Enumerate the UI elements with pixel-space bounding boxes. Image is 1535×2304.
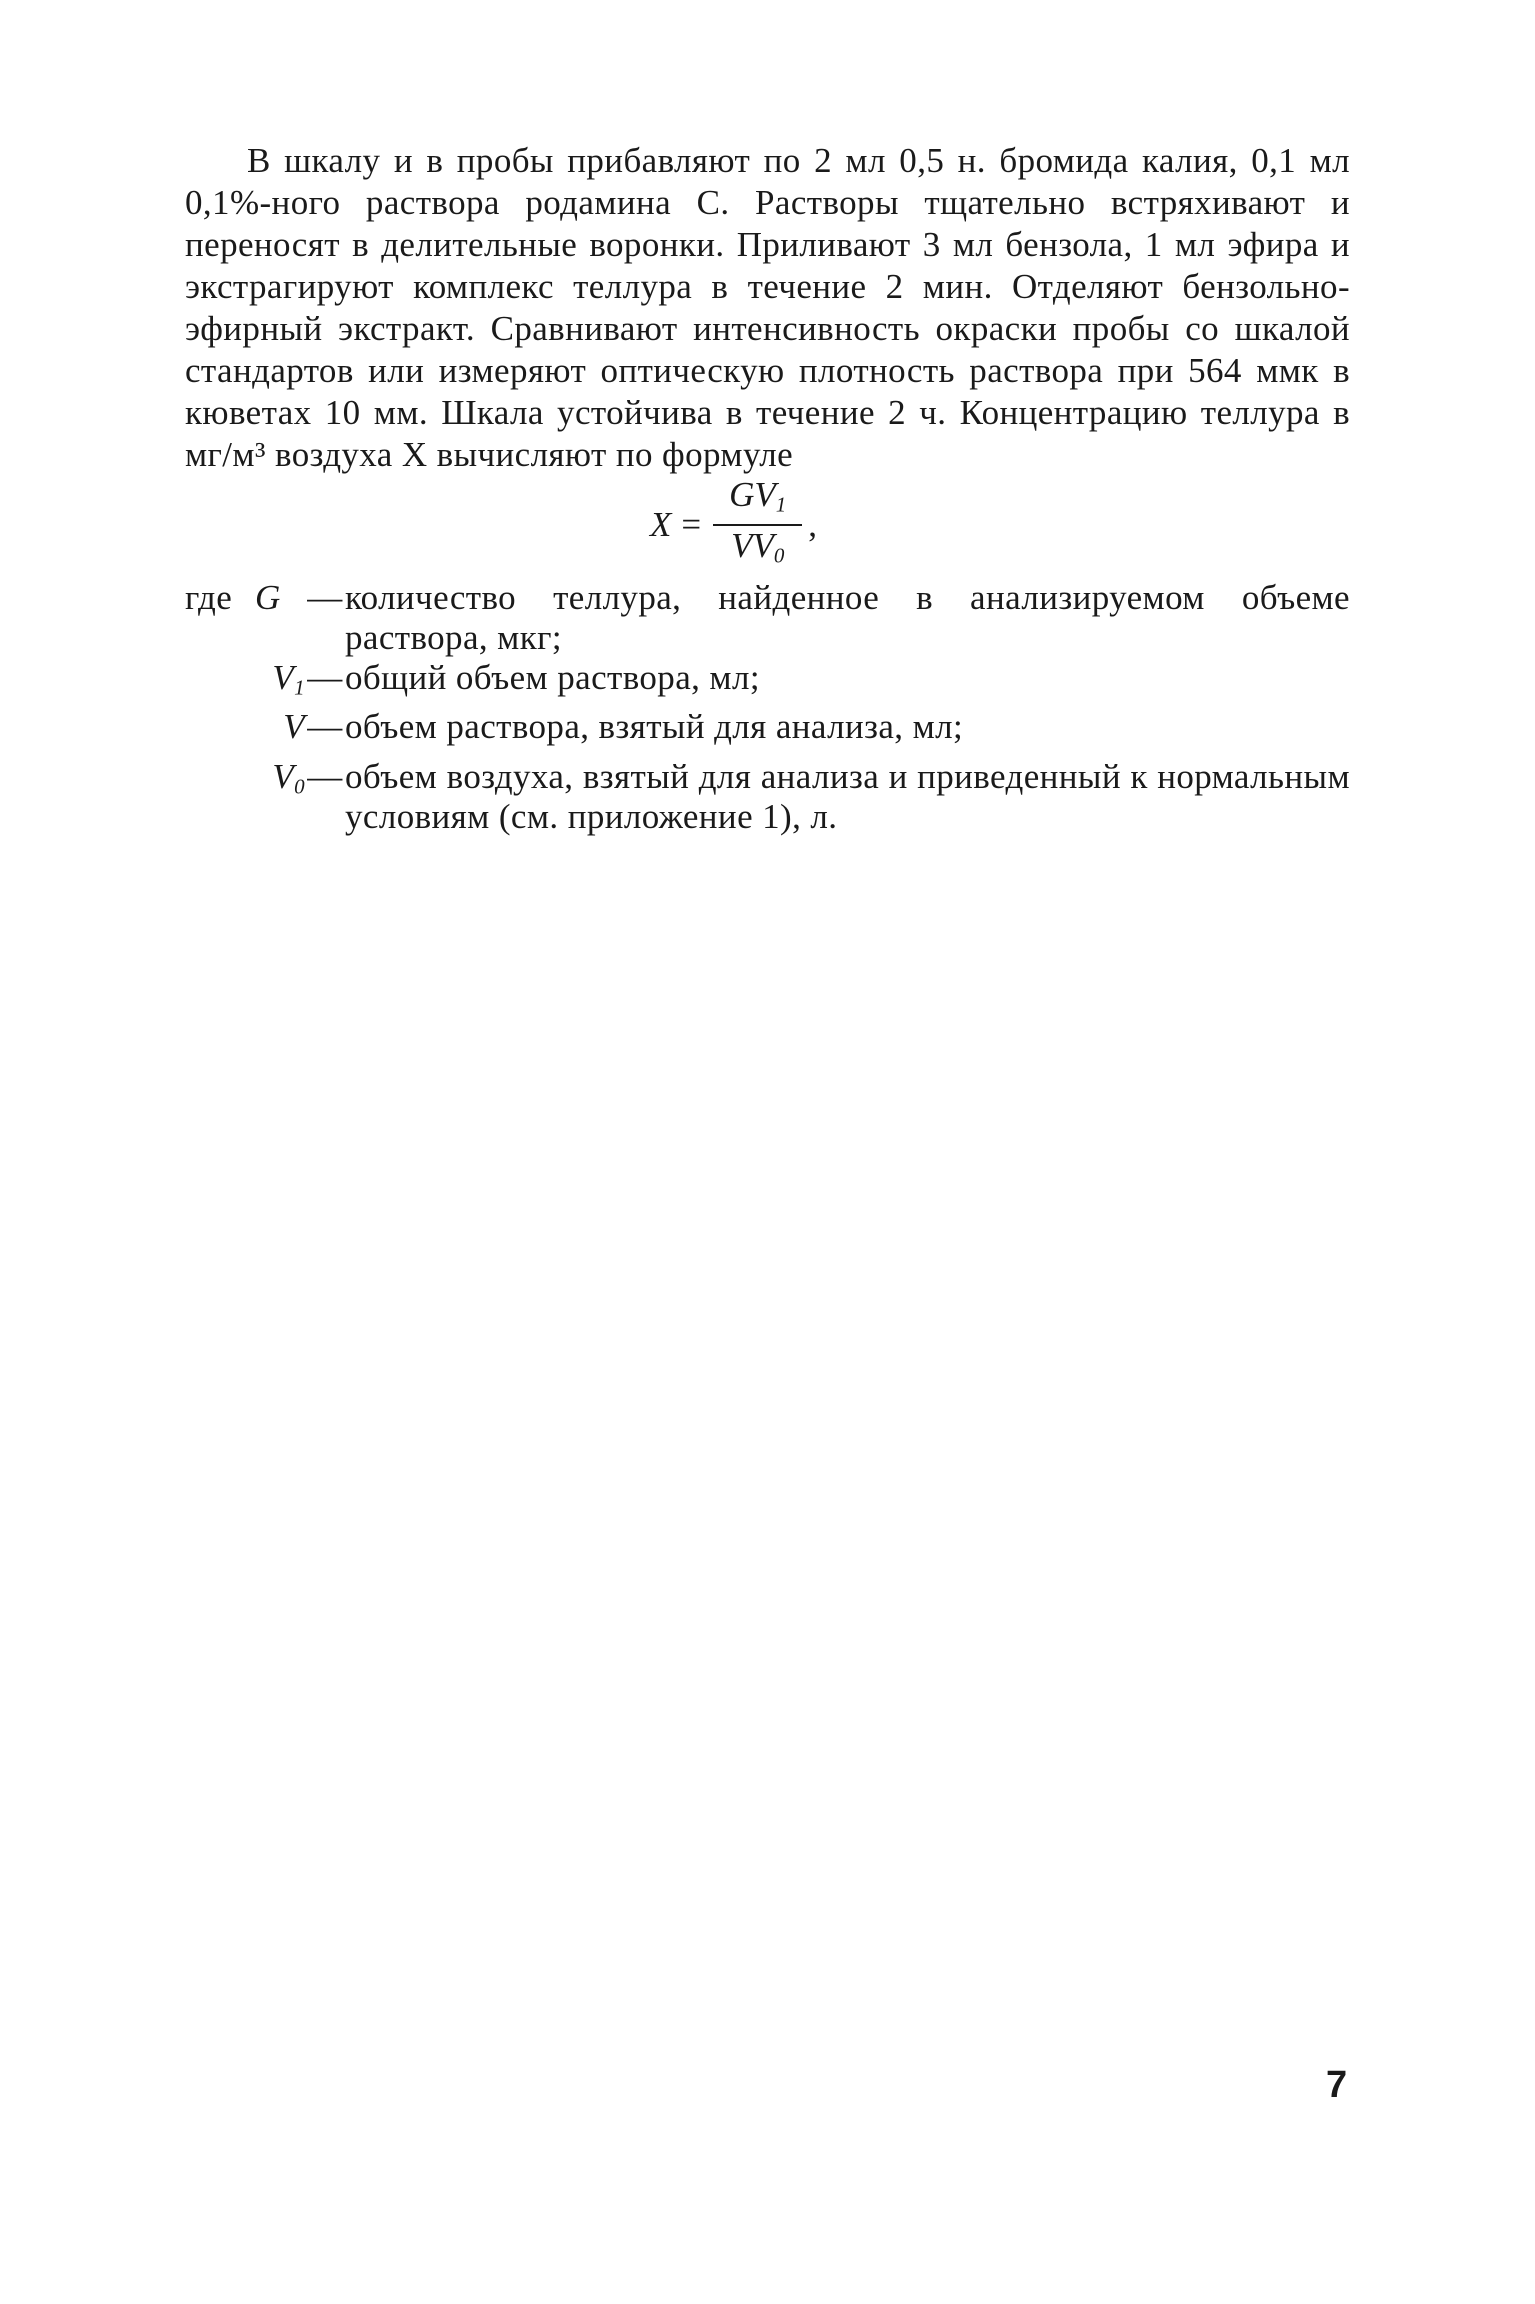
legend-description: общий объем раствора, мл; (345, 658, 760, 697)
concentration-formula (650, 474, 818, 570)
body-text (185, 140, 1350, 476)
variable-legend (185, 578, 1350, 837)
legend-dash: — (307, 756, 343, 796)
legend-symbol-text: V (283, 707, 305, 747)
legend-description: объем раствора, взятый для анализа, мл; (345, 707, 964, 747)
legend-item (185, 658, 1350, 707)
legend-symbol-sub: 1 (294, 675, 305, 700)
legend-description: объем воздуха, взятый для анализа и приведенный к нормальным условиям (см. приложение 1), л. (345, 756, 1350, 836)
legend-symbol (255, 757, 305, 806)
formula-numerator-sub: 1 (775, 492, 787, 516)
legend-symbol-text: G (255, 578, 281, 617)
formula-lhs: X (650, 505, 672, 544)
legend-symbol (255, 707, 305, 756)
formula-equals: = (681, 505, 702, 544)
legend-item (185, 578, 1350, 658)
legend-item (185, 757, 1350, 837)
formula-numerator (713, 475, 802, 524)
formula-numerator-text: GV (729, 474, 776, 514)
legend-symbol-sub: 0 (294, 773, 305, 798)
legend-symbol (255, 578, 305, 627)
legend-description: количество теллура, найденное в анализируемом объеме раствора, мкг; (345, 578, 1350, 657)
main-paragraph: В шкалу и в пробы прибавляют по 2 мл 0,5 н. бромида калия, 0,1 мл 0,1%-ного раствора родамина С. Растворы тщательно встряхивают и переносят в делительные воронки. Приливают 3 мл бензола, 1 мл эфира и экстрагируют комплекс теллура в течение 2 мин. Отделяют бензольно-эфирный экстракт. Сравнивают интенсивность окраски пробы со шкалой стандартов или измеряют оптическую плотность раствора при 564 ммк в кюветах 10 мм. Шкала устойчива в течение 2 ч. Концентрацию теллура в мг/м³ воздуха X вычисляют по формуле (185, 141, 1350, 474)
legend-dash: — (307, 658, 343, 697)
formula-denominator-text: VV (731, 526, 774, 565)
legend-dash: — (307, 578, 343, 617)
legend-symbol-text: V (272, 756, 295, 796)
legend-symbol-text: V (272, 658, 295, 697)
legend-item (185, 707, 1350, 756)
legend-dash: — (307, 707, 343, 747)
formula-trailing: , (808, 505, 818, 544)
legend-symbol (255, 658, 305, 707)
formula-denominator (715, 526, 800, 575)
page-number: 7 (1326, 2064, 1348, 2106)
formula-fraction (713, 475, 802, 576)
formula-denominator-sub: 0 (773, 543, 785, 568)
legend-intro: где (185, 578, 233, 617)
